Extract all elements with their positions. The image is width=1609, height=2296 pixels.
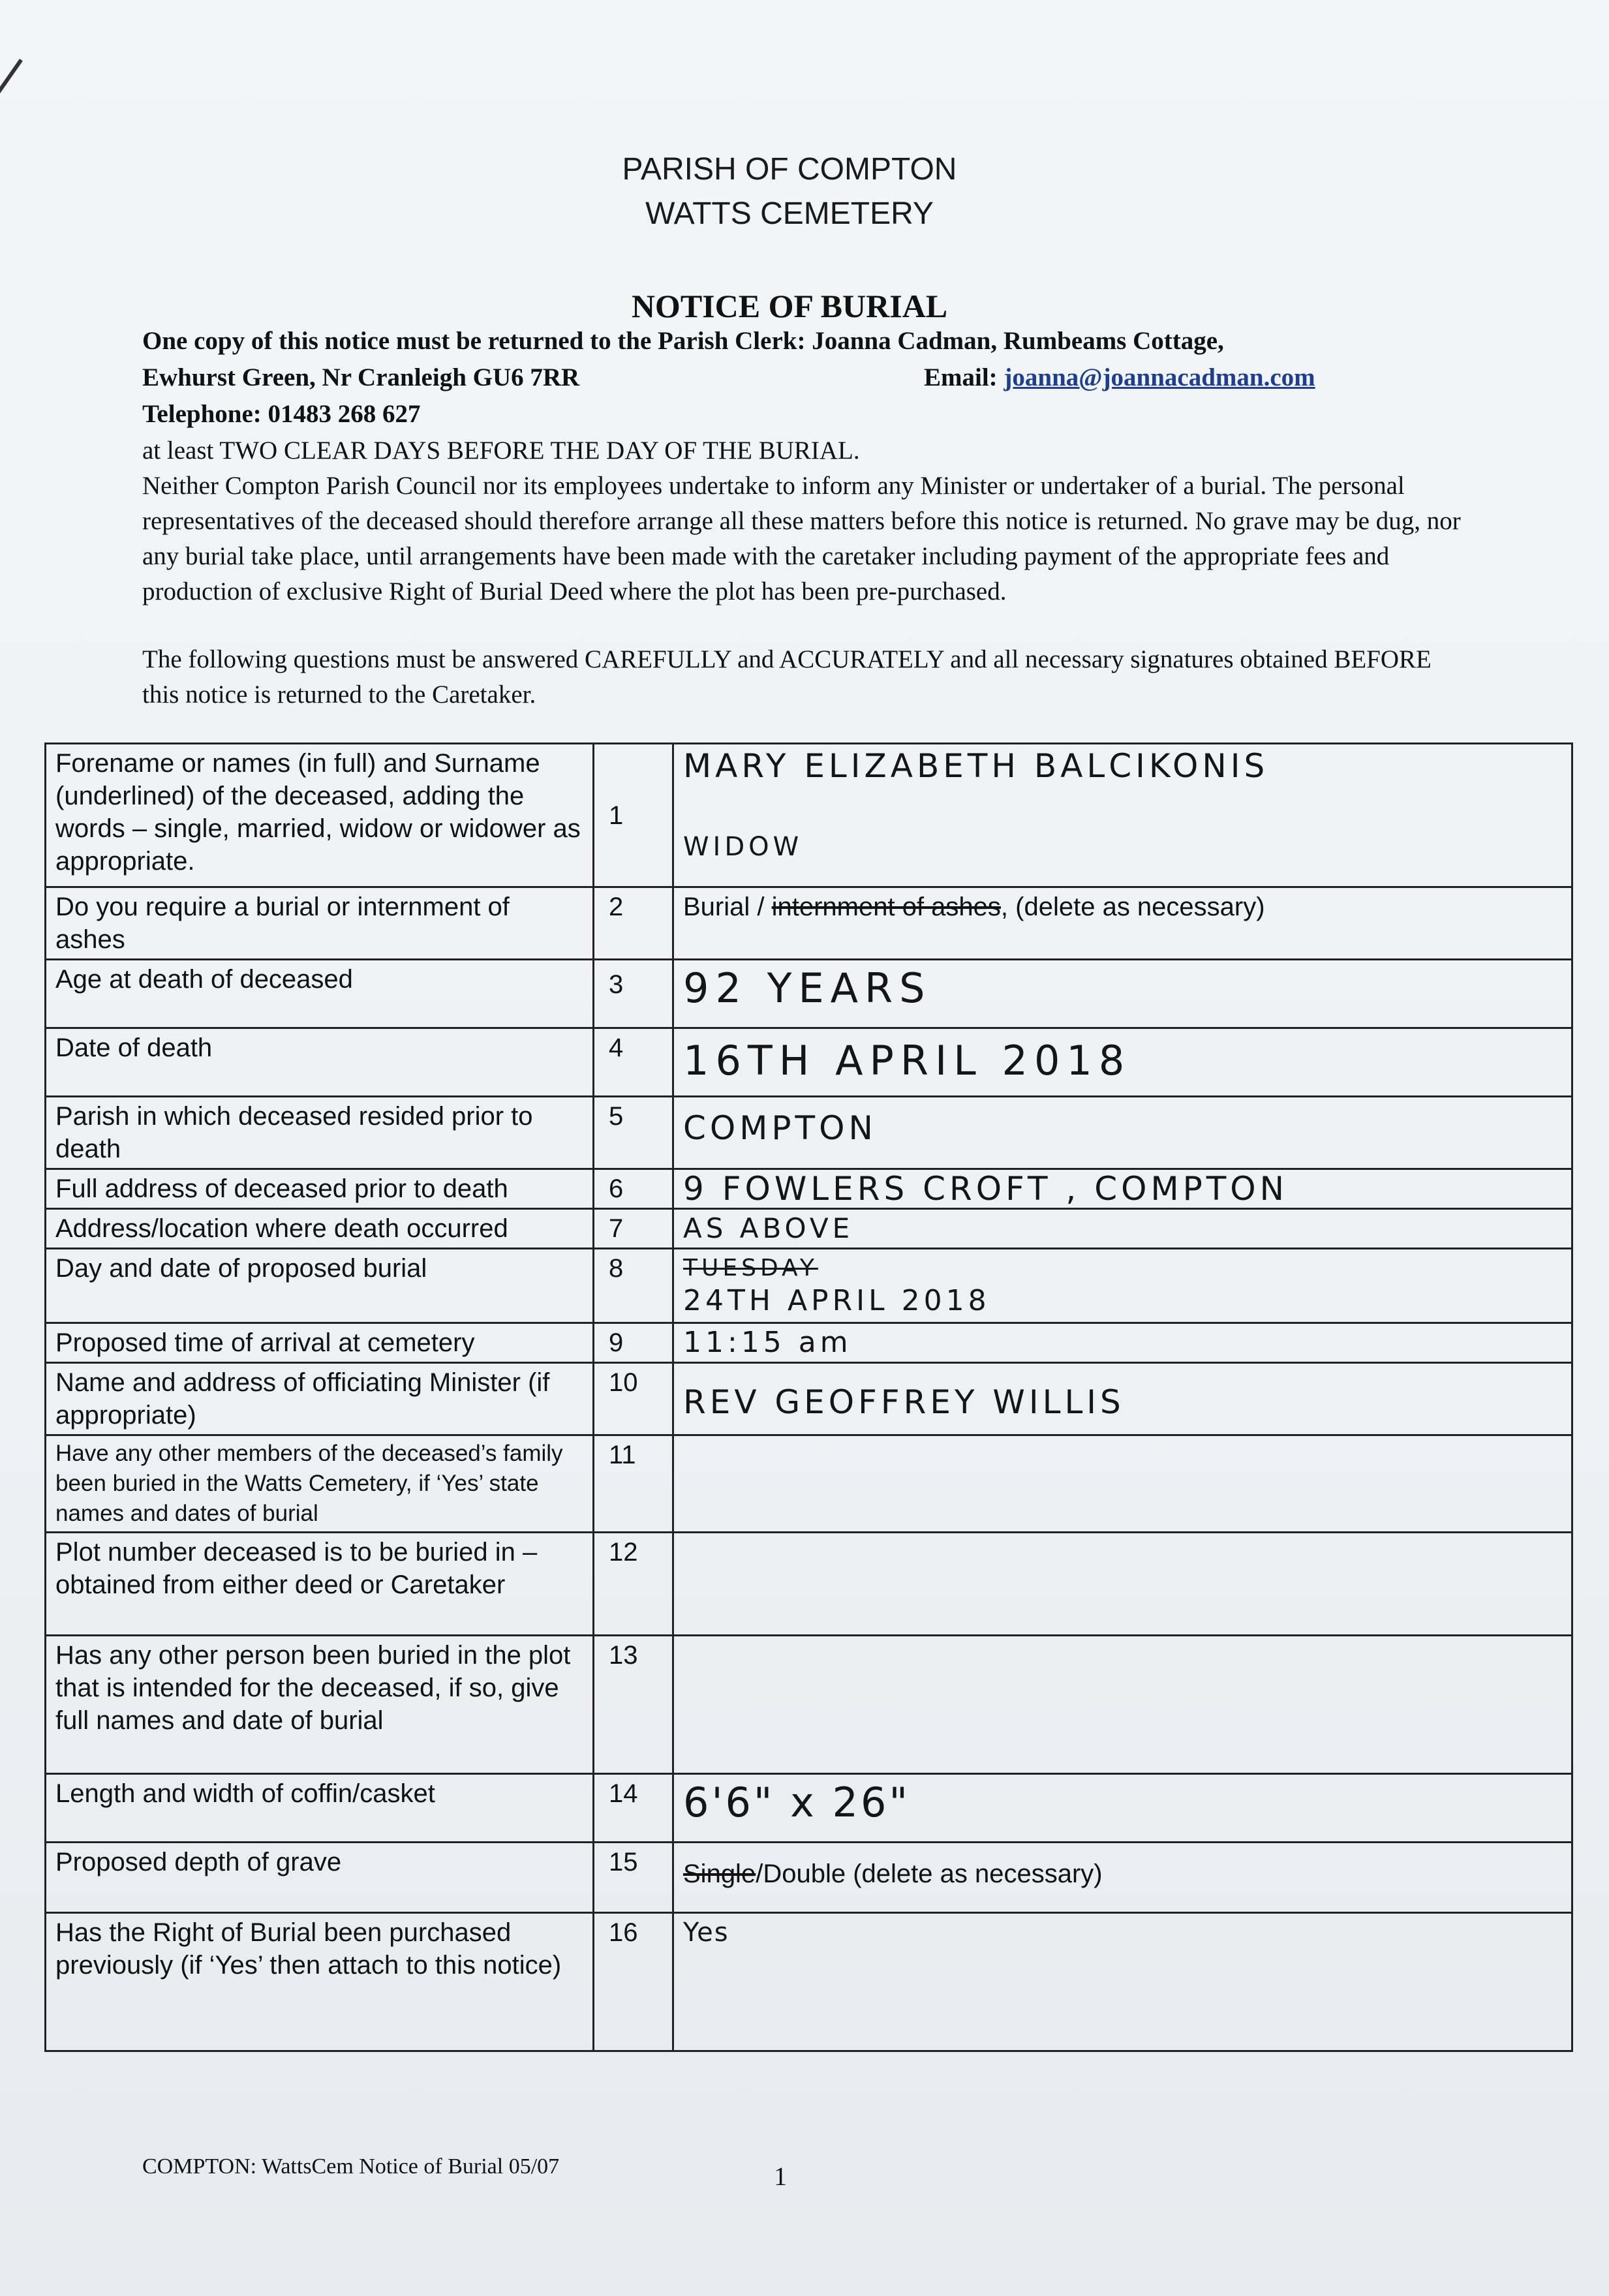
disclaimer-paragraph: Neither Compton Parish Council nor its employees undertake to inform any Minister or undertaker of a burial. The personal representatives of the deceased should therefore arrange all these matters before this notice is returned. No grave may be dug, nor any burial take place, until arrangements have been made with the caretaker including payment of the appropriate fees and production of exclusive Right of Burial Deed where the plot has been pre-purchased. [142, 472, 1461, 605]
handwritten-answer: WIDOW [683, 832, 803, 862]
answer-cell[interactable] [673, 1169, 1572, 1209]
question-number: 11 [594, 1435, 673, 1533]
form-row [46, 1249, 1572, 1323]
form-row [46, 887, 1572, 960]
page-number: 1 [774, 2162, 787, 2191]
answer-cell[interactable] [673, 1363, 1572, 1435]
form-row [46, 1435, 1572, 1533]
question-cell: Length and width of coffin/casket [46, 1774, 594, 1843]
email-label: Email: [924, 363, 998, 391]
answer-cell[interactable] [673, 1323, 1572, 1363]
handwritten-answer: COMPTON [683, 1109, 877, 1147]
question-cell: Full address of deceased prior to death [46, 1169, 594, 1209]
form-row [46, 960, 1572, 1028]
answer-cell[interactable] [673, 1435, 1572, 1533]
handwritten-answer: 16TH APRIL 2018 [683, 1037, 1131, 1084]
form-row [46, 1774, 1572, 1843]
handwritten-answer: 11:15 am [683, 1326, 852, 1359]
question-number: 2 [594, 887, 673, 960]
question-cell: Proposed depth of grave [46, 1843, 594, 1913]
form-row [46, 1209, 1572, 1249]
question-cell: Have any other members of the deceased’s family been buried in the Watts Cemetery, if ‘Yes’ state names and dates of burial [46, 1435, 594, 1533]
question-cell: Do you require a burial or internment of ashes [46, 887, 594, 960]
days-notice-line: at least TWO CLEAR DAYS BEFORE THE DAY OF THE BURIAL. [142, 436, 860, 465]
question-number: 4 [594, 1028, 673, 1097]
handwritten-answer: 24TH APRIL 2018 [683, 1284, 990, 1317]
question-number: 13 [594, 1636, 673, 1774]
question-number: 3 [594, 960, 673, 1028]
question-cell: Has any other person been buried in the plot that is intended for the deceased, if so, give full names and date of burial [46, 1636, 594, 1774]
question-number: 9 [594, 1323, 673, 1363]
instructions-paragraph: The following questions must be answered CAREFULLY and ACCURATELY and all necessary signatures obtained BEFORE this notice is returned to the Caretaker. [142, 645, 1432, 709]
intro-clerk-line: One copy of this notice must be returned to the Parish Clerk: Joanna Cadman, Rumbeams Cottage, [142, 327, 1224, 355]
question-number: 10 [594, 1363, 673, 1435]
telephone-line: Telephone: 01483 268 627 [142, 400, 421, 428]
question-cell: Has the Right of Burial been purchased previously (if ‘Yes’ then attach to this notice) [46, 1913, 594, 2051]
handwritten-answer: 92 YEARS [683, 964, 932, 1012]
struck-option: internment of ashes [771, 893, 1001, 921]
form-row [46, 1913, 1572, 2051]
handwritten-answer: MARY ELIZABETH BALCIKONIS [683, 747, 1269, 785]
form-row [46, 1363, 1572, 1435]
answer-cell[interactable] [673, 1097, 1572, 1169]
question-number: 12 [594, 1533, 673, 1636]
form-row [46, 1533, 1572, 1636]
answer-cell[interactable] [673, 1209, 1572, 1249]
form-row [46, 744, 1572, 887]
form-row [46, 1323, 1572, 1363]
form-row [46, 1169, 1572, 1209]
handwritten-answer: 9 FOWLERS CROFT , COMPTON [683, 1170, 1289, 1208]
typed-option: , (delete as necessary) [1000, 893, 1265, 921]
handwritten-answer: REV GEOFFREY WILLIS [683, 1383, 1125, 1421]
typed-option: /Double (delete as necessary) [756, 1860, 1103, 1888]
email-link[interactable]: joanna@joannacadman.com [1004, 363, 1315, 391]
answer-cell[interactable] [673, 887, 1572, 960]
question-cell: Parish in which deceased resided prior to death [46, 1097, 594, 1169]
question-number: 14 [594, 1774, 673, 1843]
answer-cell[interactable] [673, 1249, 1572, 1323]
form-row [46, 1097, 1572, 1169]
question-cell: Date of death [46, 1028, 594, 1097]
question-cell: Plot number deceased is to be buried in – obtained from either deed or Caretaker [46, 1533, 594, 1636]
footer-reference: COMPTON: WattsCem Notice of Burial 05/07 [142, 2154, 560, 2179]
question-cell: Address/location where death occurred [46, 1209, 594, 1249]
form-row [46, 1028, 1572, 1097]
answer-cell[interactable] [673, 1913, 1572, 2051]
answer-cell[interactable] [673, 1843, 1572, 1913]
parish-heading: PARISH OF COMPTON [622, 152, 957, 187]
question-cell: Name and address of officiating Minister (if appropriate) [46, 1363, 594, 1435]
page-title: NOTICE OF BURIAL [631, 288, 948, 324]
form-row [46, 1843, 1572, 1913]
question-number: 6 [594, 1169, 673, 1209]
burial-form-table [44, 742, 1573, 2052]
question-number: 15 [594, 1843, 673, 1913]
cemetery-heading: WATTS CEMETERY [645, 196, 934, 231]
question-number: 7 [594, 1209, 673, 1249]
typed-option: Burial / [683, 893, 772, 921]
answer-cell[interactable] [673, 960, 1572, 1028]
question-cell: Forename or names (in full) and Surname (underlined) of the deceased, adding the words – single, married, widow or widower as appropriate. [46, 744, 594, 887]
answer-cell[interactable] [673, 744, 1572, 887]
handwritten-answer: 6'6" x 26" [683, 1779, 910, 1826]
answer-cell[interactable] [673, 1774, 1572, 1843]
question-cell: Day and date of proposed burial [46, 1249, 594, 1323]
email-block [924, 360, 1315, 395]
clerk-address: Ewhurst Green, Nr Cranleigh GU6 7RR [142, 363, 580, 391]
question-number: 1 [594, 744, 673, 887]
intro-address-line [142, 360, 1467, 395]
question-number: 16 [594, 1913, 673, 2051]
struck-option: Single [683, 1860, 756, 1888]
answer-cell[interactable] [673, 1533, 1572, 1636]
question-cell: Age at death of deceased [46, 960, 594, 1028]
question-cell: Proposed time of arrival at cemetery [46, 1323, 594, 1363]
handwritten-answer: TUESDAY [683, 1255, 818, 1281]
handwritten-answer: Yes [683, 1918, 729, 1948]
form-row [46, 1636, 1572, 1774]
question-number: 8 [594, 1249, 673, 1323]
question-number: 5 [594, 1097, 673, 1169]
answer-cell[interactable] [673, 1636, 1572, 1774]
handwritten-answer: AS ABOVE [683, 1212, 854, 1244]
answer-cell[interactable] [673, 1028, 1572, 1097]
